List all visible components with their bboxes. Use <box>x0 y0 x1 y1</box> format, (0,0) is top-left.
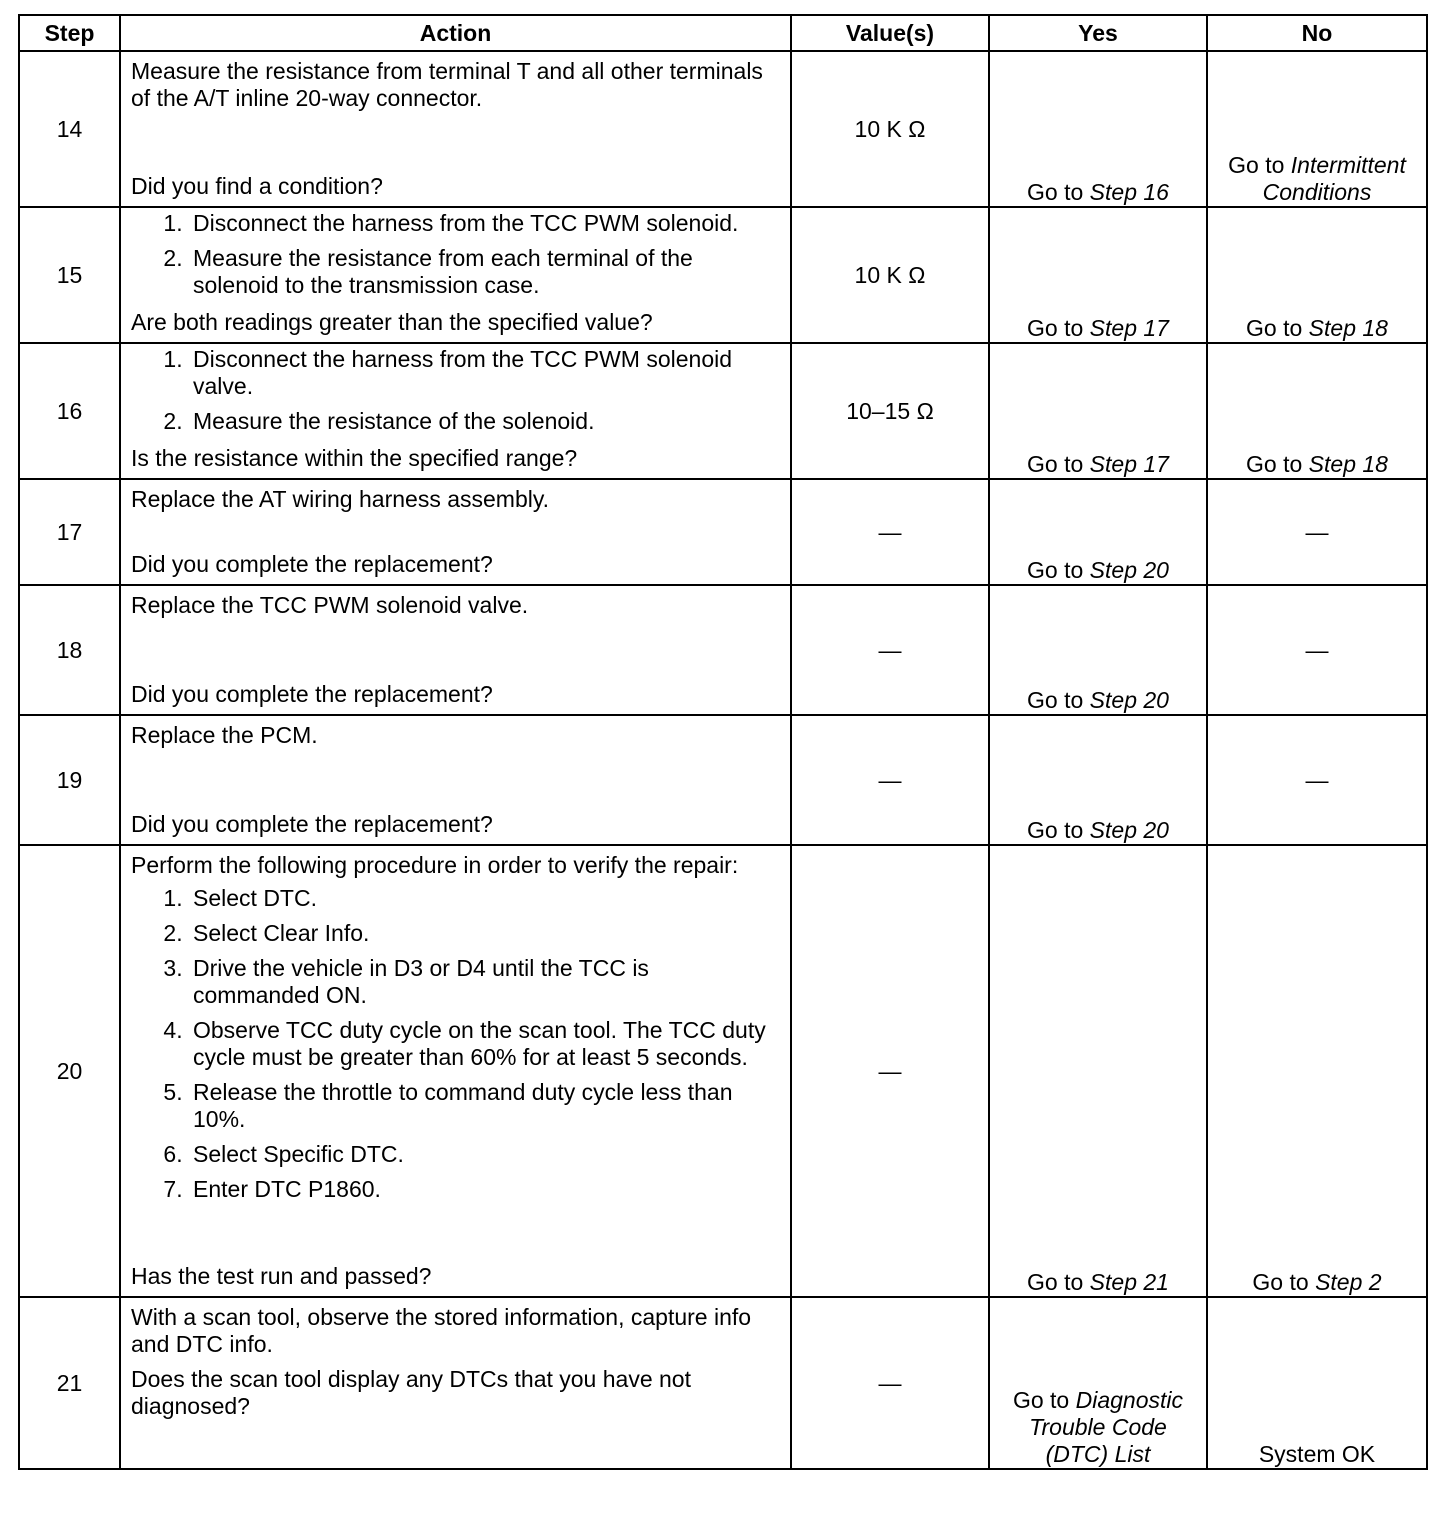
yes-ref: Step 20 <box>1089 817 1169 843</box>
yes-ref: Diagnostic Trouble Code (DTC) List <box>1029 1387 1184 1467</box>
action-cell <box>120 51 791 207</box>
header-step: Step <box>19 15 120 51</box>
action-question: Is the resistance within the specified range? <box>131 445 578 471</box>
no-cell <box>1207 207 1427 343</box>
action-text: Measure the resistance from terminal T and all other terminals of the A/T inline 20-way connector. <box>131 58 763 111</box>
yes-cell <box>989 51 1207 207</box>
action-text: Replace the AT wiring harness assembly. <box>131 486 550 512</box>
yes-ref: Step 17 <box>1089 451 1169 477</box>
diagnostic-table <box>18 14 1428 1470</box>
procedure-list <box>131 346 780 443</box>
no-prefix: Go to <box>1246 451 1309 477</box>
action-text: With a scan tool, observe the stored information, capture info and DTC info. <box>131 1304 752 1357</box>
action-cell <box>120 1297 791 1469</box>
yes-prefix: Go to <box>1027 315 1090 341</box>
list-item: 3. Drive the vehicle in D3 or D4 until the TCC is commanded ON. <box>189 955 780 1009</box>
yes-ref: Step 20 <box>1089 557 1169 583</box>
action-cell <box>120 479 791 585</box>
value-cell: 10–15 Ω <box>791 343 989 479</box>
header-no: No <box>1207 15 1427 51</box>
table-row <box>19 1297 1427 1469</box>
no-ref: Intermittent Conditions <box>1262 152 1406 205</box>
table-row <box>19 479 1427 585</box>
yes-prefix: Go to <box>1027 451 1090 477</box>
no-prefix: Go to <box>1246 315 1309 341</box>
no-ref: Step 18 <box>1308 315 1388 341</box>
header-values: Value(s) <box>791 15 989 51</box>
yes-ref: Step 16 <box>1089 179 1169 205</box>
action-cell <box>120 585 791 715</box>
table-row <box>19 715 1427 845</box>
table-row <box>19 343 1427 479</box>
table-row <box>19 51 1427 207</box>
action-question: Did you complete the replacement? <box>131 811 493 837</box>
yes-prefix: Go to <box>1027 687 1090 713</box>
action-question: Did you complete the replacement? <box>131 551 493 577</box>
list-item: 2. Select Clear Info. <box>189 920 780 947</box>
yes-prefix: Go to <box>1027 817 1090 843</box>
table-row <box>19 207 1427 343</box>
action-question: Has the test run and passed? <box>131 1263 432 1289</box>
step-number: 19 <box>19 715 120 845</box>
step-number: 21 <box>19 1297 120 1469</box>
procedure-list <box>131 885 780 1211</box>
yes-cell <box>989 343 1207 479</box>
yes-cell <box>989 1297 1207 1469</box>
no-prefix: Go to <box>1228 152 1291 178</box>
yes-cell <box>989 845 1207 1297</box>
table-row <box>19 585 1427 715</box>
yes-ref: Step 21 <box>1089 1269 1169 1295</box>
action-text: Perform the following procedure in order to verify the repair: <box>131 852 739 878</box>
yes-prefix: Go to <box>1027 557 1090 583</box>
value-cell: 10 K Ω <box>791 51 989 207</box>
action-cell <box>120 845 791 1297</box>
no-cell: — <box>1207 479 1427 585</box>
yes-cell <box>989 207 1207 343</box>
no-cell: — <box>1207 585 1427 715</box>
list-item: 2. Measure the resistance of the solenoid. <box>189 408 780 435</box>
value-cell: — <box>791 715 989 845</box>
value-cell: — <box>791 845 989 1297</box>
procedure-list <box>131 210 780 307</box>
step-number: 20 <box>19 845 120 1297</box>
action-cell <box>120 207 791 343</box>
action-cell <box>120 343 791 479</box>
header-row <box>19 15 1427 51</box>
no-ref: Step 18 <box>1308 451 1388 477</box>
action-text: Replace the PCM. <box>131 722 318 748</box>
yes-cell <box>989 479 1207 585</box>
yes-ref: Step 20 <box>1089 687 1169 713</box>
yes-prefix: Go to <box>1027 1269 1090 1295</box>
header-action: Action <box>120 15 791 51</box>
value-cell: — <box>791 1297 989 1469</box>
yes-cell <box>989 585 1207 715</box>
value-cell: — <box>791 585 989 715</box>
no-cell: — <box>1207 715 1427 845</box>
action-question: Did you complete the replacement? <box>131 681 493 707</box>
yes-ref: Step 17 <box>1089 315 1169 341</box>
action-text: Replace the TCC PWM solenoid valve. <box>131 592 529 618</box>
list-item: 6. Select Specific DTC. <box>189 1141 780 1168</box>
step-number: 14 <box>19 51 120 207</box>
list-item: 2. Measure the resistance from each terminal of the solenoid to the transmission case. <box>189 245 780 299</box>
step-number: 18 <box>19 585 120 715</box>
step-number: 15 <box>19 207 120 343</box>
list-item: 1. Disconnect the harness from the TCC PWM solenoid valve. <box>189 346 780 400</box>
list-item: 1. Select DTC. <box>189 885 780 912</box>
no-cell: System OK <box>1207 1297 1427 1469</box>
list-item: 1. Disconnect the harness from the TCC PWM solenoid. <box>189 210 780 237</box>
yes-prefix: Go to <box>1012 1387 1076 1413</box>
no-cell <box>1207 845 1427 1297</box>
action-question: Are both readings greater than the specified value? <box>131 309 653 335</box>
list-item: 5. Release the throttle to command duty cycle less than 10%. <box>189 1079 780 1133</box>
table-row <box>19 845 1427 1297</box>
no-cell <box>1207 343 1427 479</box>
step-number: 17 <box>19 479 120 585</box>
action-question: Did you find a condition? <box>131 173 383 199</box>
no-cell <box>1207 51 1427 207</box>
value-cell: — <box>791 479 989 585</box>
list-item: 4. Observe TCC duty cycle on the scan tool. The TCC duty cycle must be greater than 60% for at least 5 seconds. <box>189 1017 780 1071</box>
value-cell: 10 K Ω <box>791 207 989 343</box>
action-question: Does the scan tool display any DTCs that you have not diagnosed? <box>131 1366 691 1419</box>
action-cell <box>120 715 791 845</box>
no-prefix: Go to <box>1252 1269 1316 1295</box>
yes-cell <box>989 715 1207 845</box>
yes-prefix: Go to <box>1027 179 1090 205</box>
step-number: 16 <box>19 343 120 479</box>
header-yes: Yes <box>989 15 1207 51</box>
no-ref: Step 2 <box>1315 1269 1382 1295</box>
list-item: 7. Enter DTC P1860. <box>189 1176 780 1203</box>
